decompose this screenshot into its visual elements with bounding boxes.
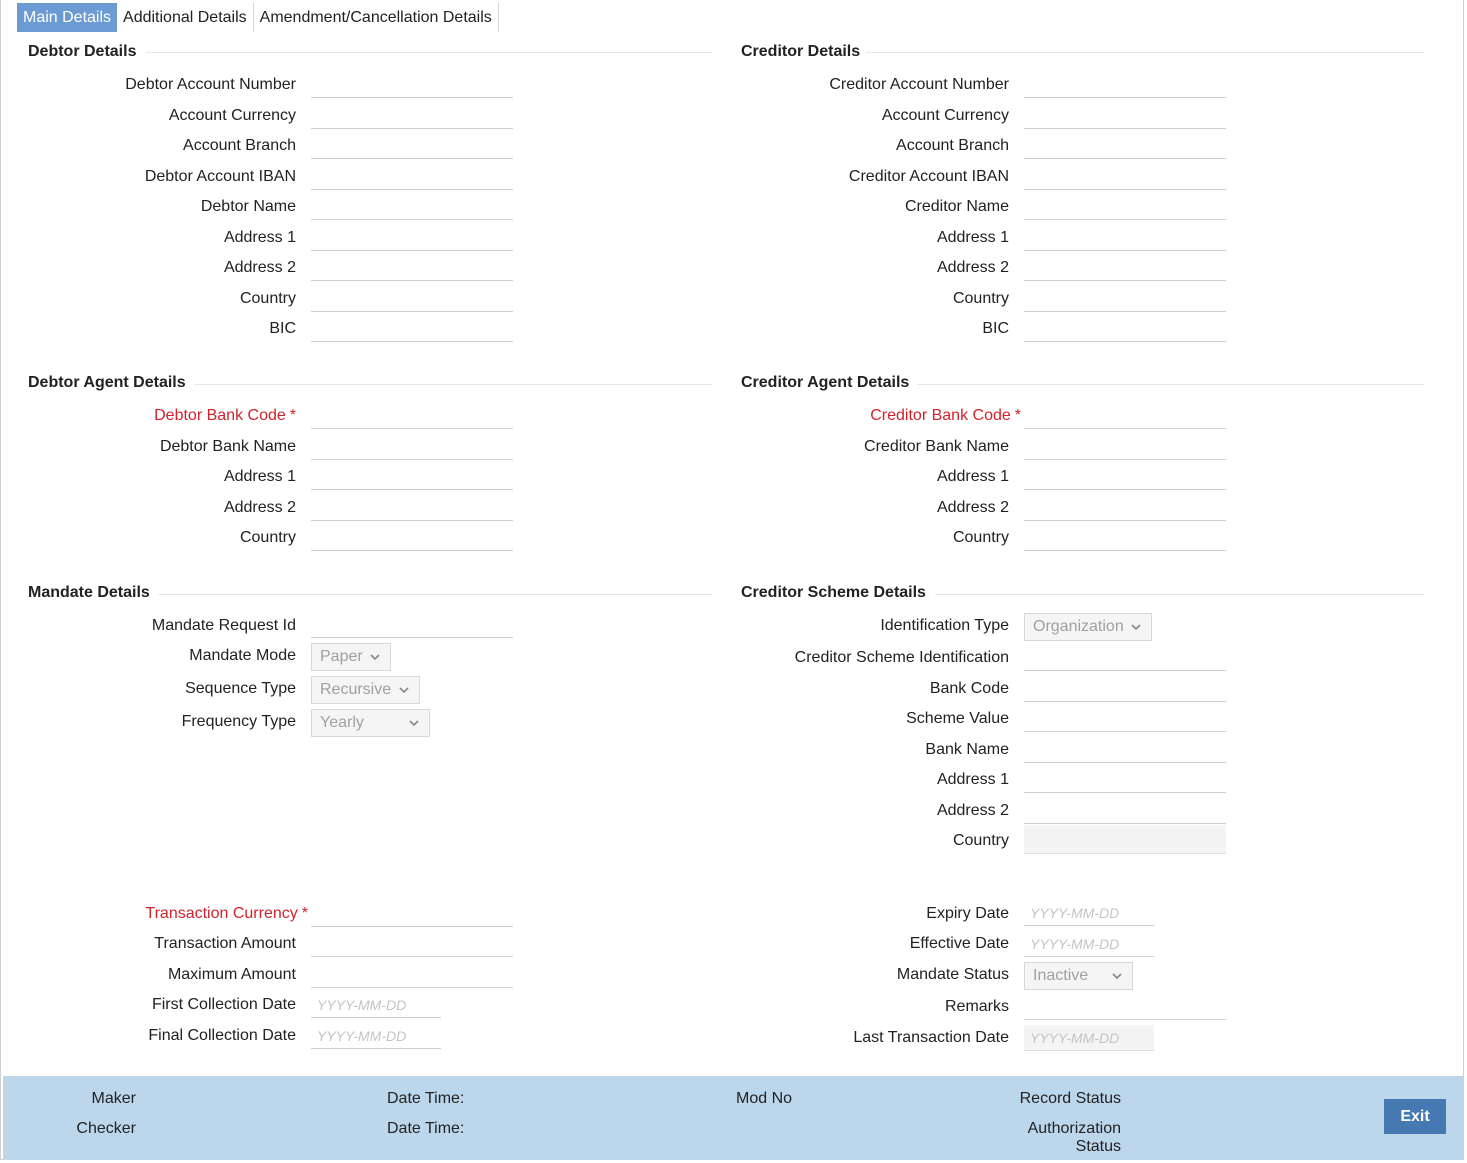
mandate-request-id-label: Mandate Request Id: [151, 617, 296, 634]
divider: [935, 594, 1424, 595]
scheme-bank-code-input[interactable]: [1024, 676, 1226, 702]
creditor-agent-details-heading: Creditor Agent Details: [741, 374, 910, 391]
authorization-status-label-line2: Status: [1075, 1138, 1121, 1155]
creditor-agent-address-2-input[interactable]: [1024, 495, 1226, 521]
transaction-amount-input[interactable]: [311, 931, 513, 957]
divider: [146, 52, 712, 53]
creditor-agent-country-input[interactable]: [1024, 525, 1226, 551]
tab-main-details[interactable]: Main Details: [17, 3, 117, 32]
debtor-name-label: Debtor Name: [200, 198, 296, 215]
divider: [917, 384, 1424, 385]
debtor-agent-address-1-label: Address 1: [223, 468, 296, 485]
frequency-type-select[interactable]: [311, 709, 430, 737]
creditor-account-number-label: Creditor Account Number: [829, 76, 1009, 93]
required-mark: *: [289, 407, 296, 424]
identification-type-label: Identification Type: [880, 617, 1009, 634]
required-mark: *: [301, 905, 308, 922]
final-collection-date-label: Final Collection Date: [148, 1027, 296, 1044]
debtor-agent-address-2-input[interactable]: [311, 495, 513, 521]
creditor-country-input[interactable]: [1024, 286, 1226, 312]
divider: [158, 594, 712, 595]
chevron-down-icon: [1129, 620, 1143, 634]
checker-date-time-label: Date Time:: [387, 1120, 465, 1137]
creditor-agent-country-label: Country: [952, 529, 1009, 546]
maximum-amount-label: Maximum Amount: [167, 966, 296, 983]
debtor-name-input[interactable]: [311, 194, 513, 220]
expiry-date-input[interactable]: [1024, 900, 1154, 926]
required-mark: *: [1014, 407, 1021, 424]
debtor-account-iban-input[interactable]: [311, 164, 513, 190]
scheme-bank-name-label: Bank Name: [925, 741, 1009, 758]
effective-date-input[interactable]: [1024, 931, 1154, 957]
mandate-mode-select[interactable]: [311, 643, 391, 671]
divider: [866, 52, 1424, 53]
transaction-currency-label: Transaction Currency *: [145, 905, 308, 922]
tab-amendment-cancellation-details[interactable]: Amendment/Cancellation Details: [254, 3, 499, 32]
scheme-address-2-label: Address 2: [936, 802, 1009, 819]
creditor-bank-name-input[interactable]: [1024, 434, 1226, 460]
debtor-account-branch-label: Account Branch: [183, 137, 296, 154]
debtor-account-iban-label: Debtor Account IBAN: [144, 168, 296, 185]
creditor-address-2-label: Address 2: [936, 259, 1009, 276]
debtor-bank-code-input[interactable]: [311, 403, 513, 429]
creditor-scheme-identification-input[interactable]: [1024, 645, 1226, 671]
mandate-mode-value: Paper: [320, 648, 363, 665]
scheme-country-label: Country: [952, 832, 1009, 849]
sequence-type-value: Recursive: [320, 681, 392, 698]
debtor-bank-name-label: Debtor Bank Name: [159, 438, 296, 455]
debtor-country-input[interactable]: [311, 286, 513, 312]
chevron-down-icon: [397, 683, 411, 697]
creditor-address-2-input[interactable]: [1024, 255, 1226, 281]
debtor-bic-label: BIC: [269, 320, 296, 337]
mandate-status-select[interactable]: [1024, 962, 1133, 990]
creditor-bank-code-input[interactable]: [1024, 403, 1226, 429]
scheme-bank-name-input[interactable]: [1024, 737, 1226, 763]
checker-label: Checker: [76, 1120, 136, 1137]
frequency-type-label: Frequency Type: [181, 713, 296, 730]
scheme-address-1-label: Address 1: [936, 771, 1009, 788]
creditor-account-iban-input[interactable]: [1024, 164, 1226, 190]
creditor-bank-code-label: Creditor Bank Code *: [870, 407, 1021, 424]
debtor-details-heading: Debtor Details: [28, 43, 137, 60]
last-transaction-date-label: Last Transaction Date: [853, 1029, 1009, 1046]
tab-additional-details[interactable]: Additional Details: [117, 3, 254, 32]
scheme-value-input[interactable]: [1024, 706, 1226, 732]
divider: [195, 384, 712, 385]
frequency-type-value: Yearly: [320, 714, 364, 731]
debtor-bank-name-input[interactable]: [311, 434, 513, 460]
sequence-type-select[interactable]: [311, 676, 420, 704]
creditor-bic-input[interactable]: [1024, 316, 1226, 342]
creditor-account-number-input[interactable]: [1024, 72, 1226, 98]
final-collection-date-input[interactable]: [311, 1023, 441, 1049]
last-transaction-date-input[interactable]: [1024, 1025, 1154, 1051]
exit-button[interactable]: Exit: [1384, 1099, 1446, 1134]
creditor-details-heading: Creditor Details: [741, 43, 861, 60]
creditor-account-iban-label: Creditor Account IBAN: [848, 168, 1009, 185]
creditor-bic-label: BIC: [982, 320, 1009, 337]
transaction-currency-input[interactable]: [311, 901, 513, 927]
identification-type-value: Organization: [1033, 618, 1124, 635]
creditor-address-1-input[interactable]: [1024, 225, 1226, 251]
debtor-bank-code-label: Debtor Bank Code *: [154, 407, 296, 424]
creditor-scheme-details-heading: Creditor Scheme Details: [741, 584, 926, 601]
debtor-account-currency-label: Account Currency: [168, 107, 296, 124]
creditor-address-1-label: Address 1: [936, 229, 1009, 246]
transaction-amount-label: Transaction Amount: [154, 935, 296, 952]
chevron-down-icon: [368, 650, 382, 664]
maker-label: Maker: [91, 1090, 136, 1107]
chevron-down-icon: [1110, 969, 1124, 983]
creditor-country-label: Country: [952, 290, 1009, 307]
creditor-account-branch-input[interactable]: [1024, 133, 1226, 159]
mandate-status-label: Mandate Status: [896, 966, 1009, 983]
tab-bar: [17, 3, 499, 32]
debtor-account-number-label: Debtor Account Number: [125, 76, 296, 93]
audit-footer: [3, 1076, 1463, 1160]
scheme-address-1-input[interactable]: [1024, 767, 1226, 793]
debtor-address-1-input[interactable]: [311, 225, 513, 251]
creditor-scheme-identification-label: Creditor Scheme Identification: [794, 649, 1009, 666]
debtor-agent-details-heading: Debtor Agent Details: [28, 374, 186, 391]
debtor-agent-address-1-input[interactable]: [311, 464, 513, 490]
scheme-country-input[interactable]: [1024, 825, 1226, 854]
maximum-amount-input[interactable]: [311, 962, 513, 988]
creditor-name-label: Creditor Name: [904, 198, 1009, 215]
mandate-request-id-input[interactable]: [311, 612, 513, 638]
mandate-status-value: Inactive: [1033, 967, 1089, 984]
creditor-account-branch-label: Account Branch: [896, 137, 1009, 154]
remarks-input[interactable]: [1024, 994, 1226, 1020]
debtor-country-label: Country: [239, 290, 296, 307]
creditor-agent-address-1-label: Address 1: [936, 468, 1009, 485]
identification-type-select[interactable]: [1024, 613, 1152, 641]
mandate-mode-label: Mandate Mode: [189, 647, 296, 664]
debtor-bic-input[interactable]: [311, 316, 513, 342]
chevron-down-icon: [407, 716, 421, 730]
sequence-type-label: Sequence Type: [185, 680, 296, 697]
debtor-address-2-input[interactable]: [311, 255, 513, 281]
creditor-bank-name-label: Creditor Bank Name: [864, 438, 1009, 455]
debtor-account-number-input[interactable]: [311, 72, 513, 98]
record-status-label: Record Status: [1019, 1090, 1121, 1107]
remarks-label: Remarks: [944, 998, 1009, 1015]
scheme-value-label: Scheme Value: [906, 710, 1009, 727]
scheme-address-2-input[interactable]: [1024, 798, 1226, 824]
scheme-bank-code-label: Bank Code: [929, 680, 1009, 697]
creditor-agent-address-2-label: Address 2: [936, 499, 1009, 516]
first-collection-date-input[interactable]: [311, 992, 441, 1018]
creditor-account-currency-label: Account Currency: [881, 107, 1009, 124]
debtor-agent-country-input[interactable]: [311, 525, 513, 551]
debtor-address-2-label: Address 2: [223, 259, 296, 276]
debtor-agent-country-label: Country: [239, 529, 296, 546]
debtor-address-1-label: Address 1: [223, 229, 296, 246]
debtor-account-currency-input[interactable]: [311, 103, 513, 129]
mandate-details-heading: Mandate Details: [28, 584, 150, 601]
maker-date-time-label: Date Time:: [387, 1090, 465, 1107]
authorization-status-label-line1: Authorization: [1027, 1120, 1121, 1137]
creditor-agent-address-1-input[interactable]: [1024, 464, 1226, 490]
mod-no-label: Mod No: [736, 1090, 793, 1107]
expiry-date-label: Expiry Date: [926, 905, 1009, 922]
first-collection-date-label: First Collection Date: [151, 996, 296, 1013]
creditor-name-input[interactable]: [1024, 194, 1226, 220]
debtor-agent-address-2-label: Address 2: [223, 499, 296, 516]
creditor-account-currency-input[interactable]: [1024, 103, 1226, 129]
debtor-account-branch-input[interactable]: [311, 133, 513, 159]
effective-date-label: Effective Date: [909, 935, 1009, 952]
